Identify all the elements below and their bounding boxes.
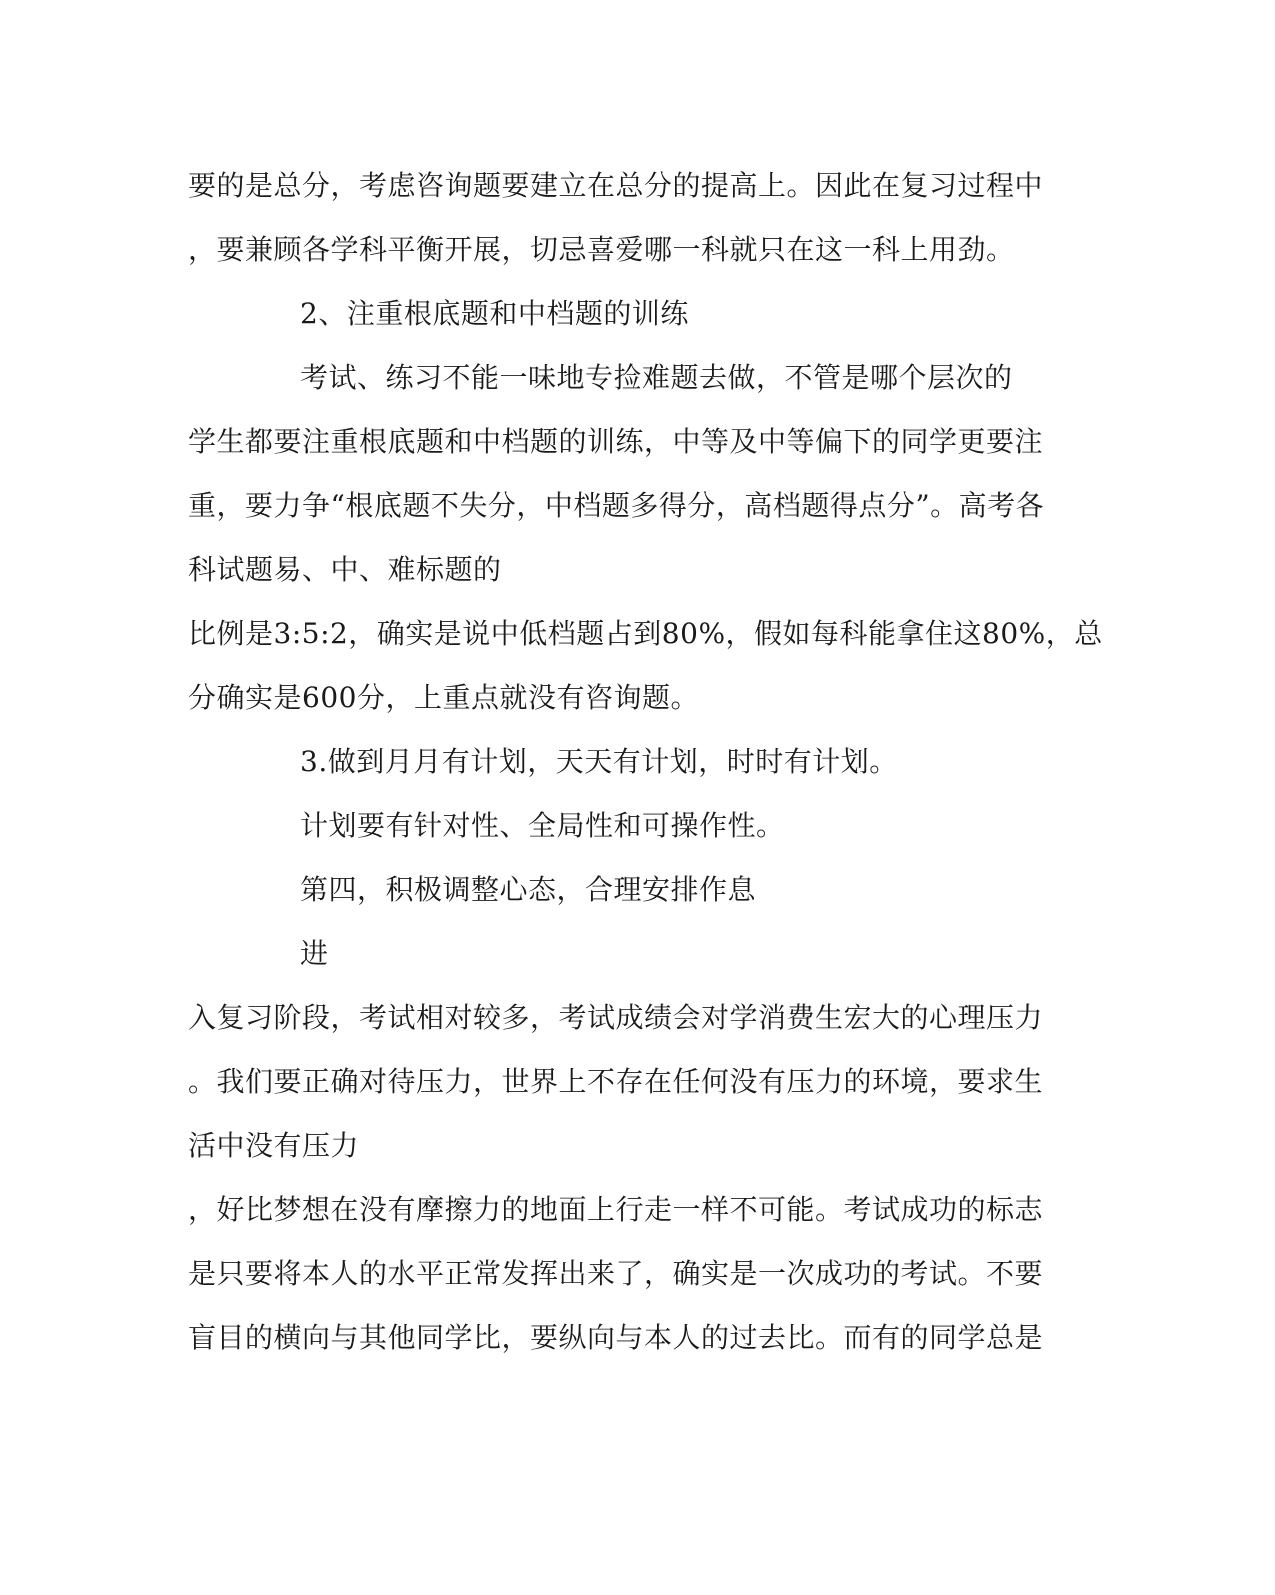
text-line: 重，要力争“根底题不失分，中档题多得分，高档题得点分”。高考各 (188, 489, 1045, 522)
text-line: 盲目的横向与其他同学比，要纵向与本人的过去比。而有的同学总是 (188, 1321, 1044, 1354)
text-line: 科试题易、中、难标题的 (188, 553, 502, 586)
text-line: 比例是3:5:2，确实是说中低档题占到80%，假如每科能拿住这80%，总 (188, 617, 1103, 650)
text-line: 进 (300, 937, 329, 970)
section-heading: 3.做到月月有计划，天天有计划，时时有计划。 (300, 745, 898, 778)
text-line: ，要兼顾各学科平衡开展，切忌喜爱哪一科就只在这一科上用劲。 (188, 233, 1015, 266)
section-heading: 2、注重根底题和中档题的训练 (300, 297, 689, 330)
text-line: 考试、练习不能一味地专捡难题去做，不管是哪个层次的 (300, 361, 1013, 394)
text-line: ，好比梦想在没有摩擦力的地面上行走一样不可能。考试成功的标志 (188, 1193, 1044, 1226)
text-line: 计划要有针对性、全局性和可操作性。 (300, 809, 785, 842)
text-line: 活中没有压力 (188, 1129, 360, 1162)
text-line: 入复习阶段，考试相对较多，考试成绩会对学消费生宏大的心理压力 (188, 1001, 1044, 1034)
text-line: 要的是总分，考虑咨询题要建立在总分的提高上。因此在复习过程中 (188, 169, 1044, 202)
text-line: 学生都要注重根底题和中档题的训练，中等及中等偏下的同学更要注 (188, 425, 1044, 458)
text-line: 是只要将本人的水平正常发挥出来了，确实是一次成功的考试。不要 (188, 1257, 1044, 1290)
section-heading: 第四，积极调整心态，合理安排作息 (300, 873, 757, 906)
text-line: 分确实是600分，上重点就没有咨询题。 (188, 681, 699, 714)
text-line: 。我们要正确对待压力，世界上不存在任何没有压力的环境，要求生 (188, 1065, 1044, 1098)
